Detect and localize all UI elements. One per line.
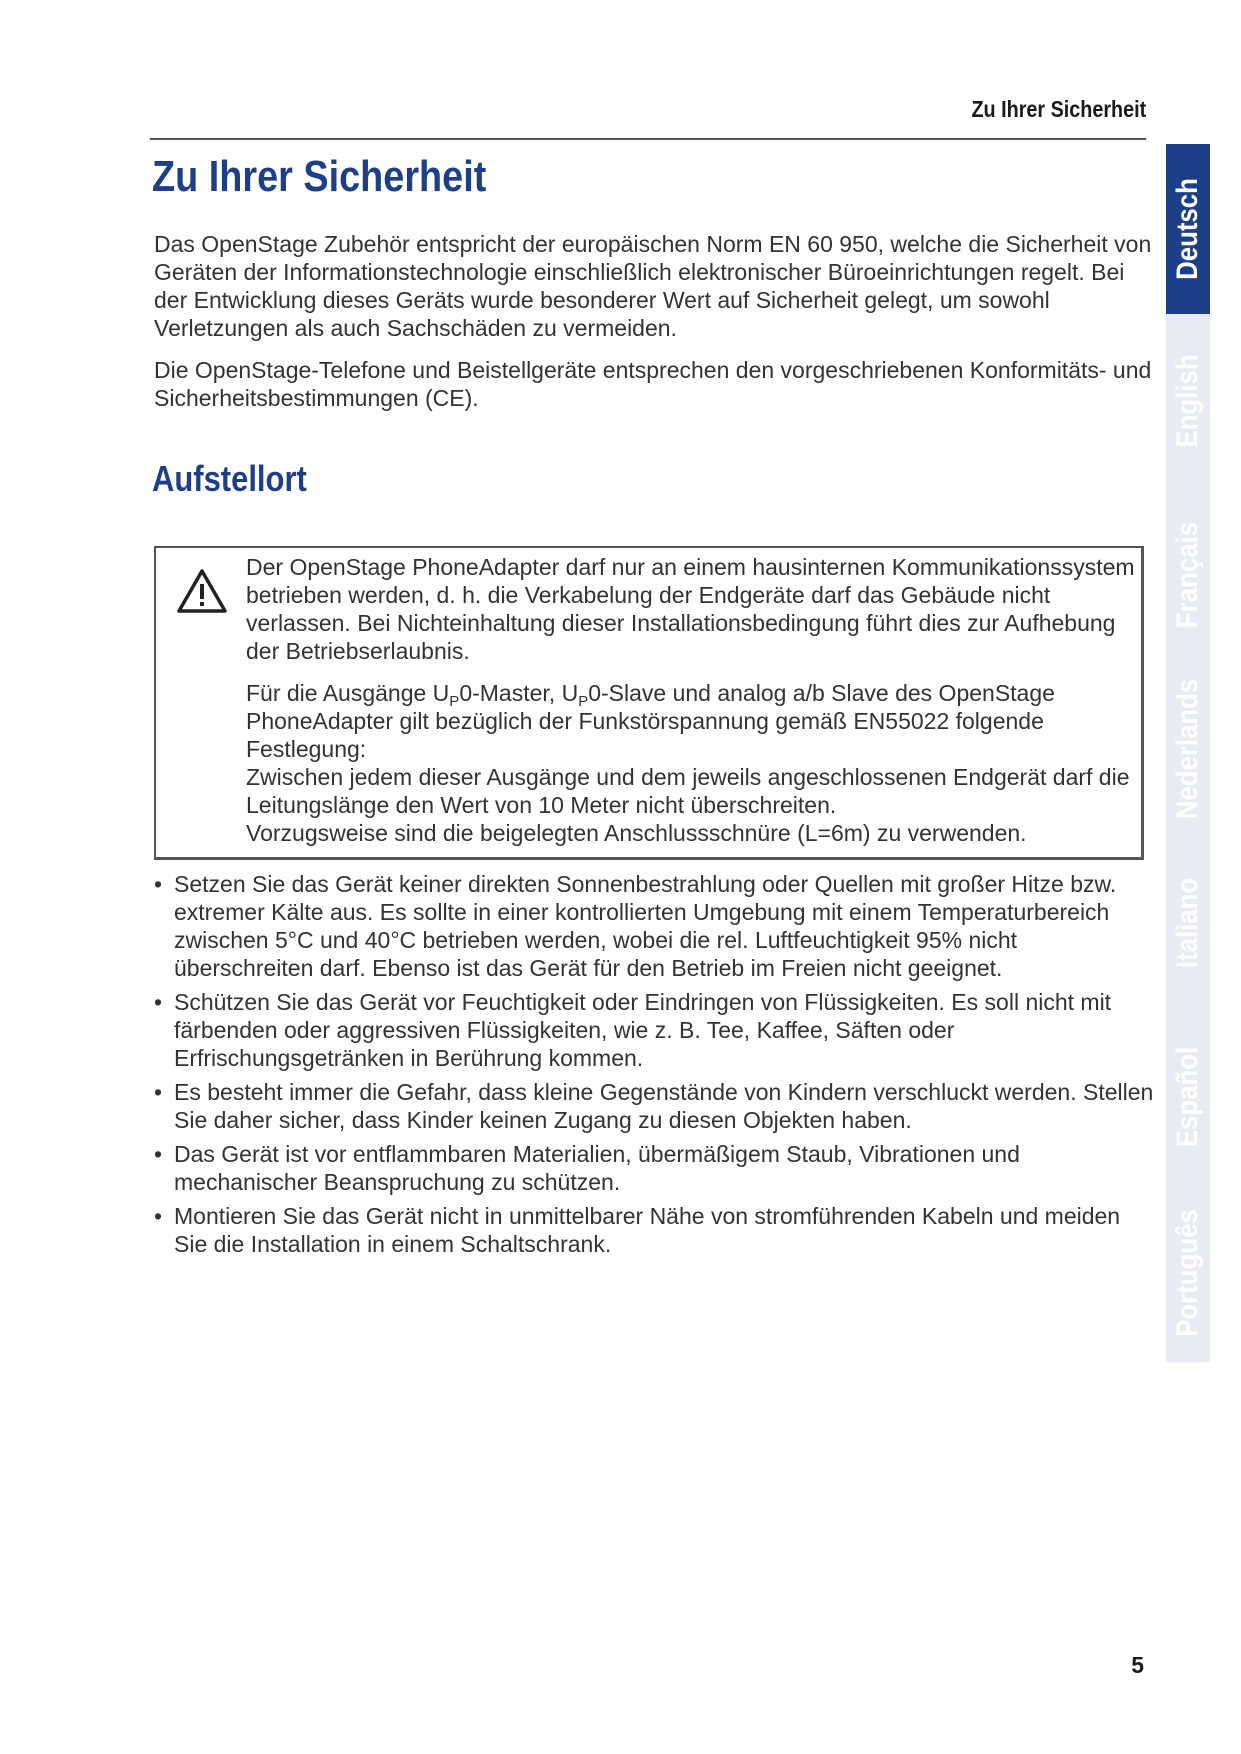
list-item: • Das Gerät ist vor entflammbaren Materialien, übermäßigem Staub, Vibrationen und mechanischer Beanspruchung zu schützen.	[154, 1140, 1154, 1196]
tab-nederlands[interactable]	[1166, 662, 1210, 836]
subscript: P	[578, 693, 589, 710]
intro-paragraph-2: Die OpenStage-Telefone und Beistellgeräte entsprechen den vorgeschriebenen Konformitäts- und Sicherheitsbestimmungen (CE).	[154, 357, 1152, 411]
running-title: Zu Ihrer Sicherheit	[971, 96, 1146, 122]
intro-text	[154, 230, 1154, 426]
tab-label: Español	[1171, 1046, 1204, 1148]
warning-paragraph-1: Der OpenStage PhoneAdapter darf nur an einem hausinternen Kommunikationssystem betrieben werden, d. h. die Verkabelung der Endgeräte darf das Gebäude nicht verlassen. Bei Nichteinhaltung dieser Installationsbedingung führt dies zur Aufhebung der Betriebserlaubnis.	[246, 554, 1135, 664]
warning-paragraph-2	[246, 679, 1136, 847]
list-item: • Montieren Sie das Gerät nicht in unmittelbarer Nähe von stromführenden Kabeln und meiden Sie die Installation in einem Schaltschrank.	[154, 1202, 1154, 1258]
warning-text-part: 0-Slave und analog a/b Slave des OpenStage PhoneAdapter gilt bezüglich der Funkstörspannung gemäß EN55022 folgende Festlegung:	[246, 680, 1055, 762]
intro-paragraph-1: Das OpenStage Zubehör entspricht der europäischen Norm EN 60 950, welche die Sicherheit von Geräten der Informationstechnologie einschließlich elektronischer Büroeinrichtungen regelt. Bei der Entwicklung dieses Geräts wurde besonderer Wert auf Sicherheit gelegt, um sowohl Verletzungen als auch Sachschäden zu vermeiden.	[154, 231, 1152, 341]
warning-box	[154, 546, 1144, 860]
language-tabs	[1166, 144, 1210, 1362]
warning-text	[246, 553, 1136, 847]
warning-text-part: Für die Ausgänge U	[246, 680, 450, 706]
tab-espanol[interactable]	[1166, 1010, 1210, 1184]
warning-line-3: Zwischen jedem dieser Ausgänge und dem jeweils angeschlossenen Endgerät darf die Leitungslänge den Wert von 10 Meter nicht überschreiten.	[246, 764, 1130, 818]
list-item: • Schützen Sie das Gerät vor Feuchtigkeit oder Eindringen von Flüssigkeiten. Es soll nicht mit färbenden oder aggressiven Flüssigkeiten, wie z. B. Tee, Kaffee, Säften oder Erfrischungsgetränken in Berührung kommen.	[154, 988, 1154, 1072]
tab-deutsch[interactable]	[1166, 144, 1210, 314]
tab-label: Français	[1171, 521, 1204, 629]
tab-label: English	[1171, 354, 1204, 448]
warning-triangle-icon	[176, 568, 228, 614]
tab-label: Português	[1171, 1209, 1204, 1337]
page-number: 5	[1131, 1652, 1144, 1678]
list-item: • Es besteht immer die Gefahr, dass kleine Gegenstände von Kindern verschluckt werden. Stellen Sie daher sicher, dass Kinder keinen Zugang zu diesen Objekten haben.	[154, 1078, 1154, 1134]
section-heading-aufstellort: Aufstellort	[152, 458, 307, 499]
tab-label: Nederlands	[1171, 678, 1204, 820]
tab-italiano[interactable]	[1166, 836, 1210, 1010]
page-header	[150, 96, 1146, 140]
tab-label: Deutsch	[1171, 178, 1204, 280]
tab-portugues[interactable]	[1166, 1184, 1210, 1362]
tab-francais[interactable]	[1166, 488, 1210, 662]
warning-line-4: Vorzugsweise sind die beigelegten Anschlussschnüre (L=6m) zu verwenden.	[246, 820, 1027, 846]
tab-english[interactable]	[1166, 314, 1210, 488]
list-item: • Setzen Sie das Gerät keiner direkten Sonnenbestrahlung oder Quellen mit großer Hitze bzw. extremer Kälte aus. Es sollte in einer kontrollierten Umgebung mit einem Temperaturbereich zwischen 5°C und 40°C betrieben werden, wobei die rel. Luftfeuchtigkeit 95% nicht überschreiten darf. Ebenso ist das Gerät für den Betrieb im Freien nicht geeignet.	[154, 870, 1154, 982]
tab-label: Italiano	[1171, 877, 1204, 969]
subscript: P	[449, 693, 460, 710]
safety-bullet-list	[154, 870, 1154, 1264]
warning-text-part: 0-Master, U	[459, 680, 579, 706]
page-title: Zu Ihrer Sicherheit	[152, 152, 487, 201]
